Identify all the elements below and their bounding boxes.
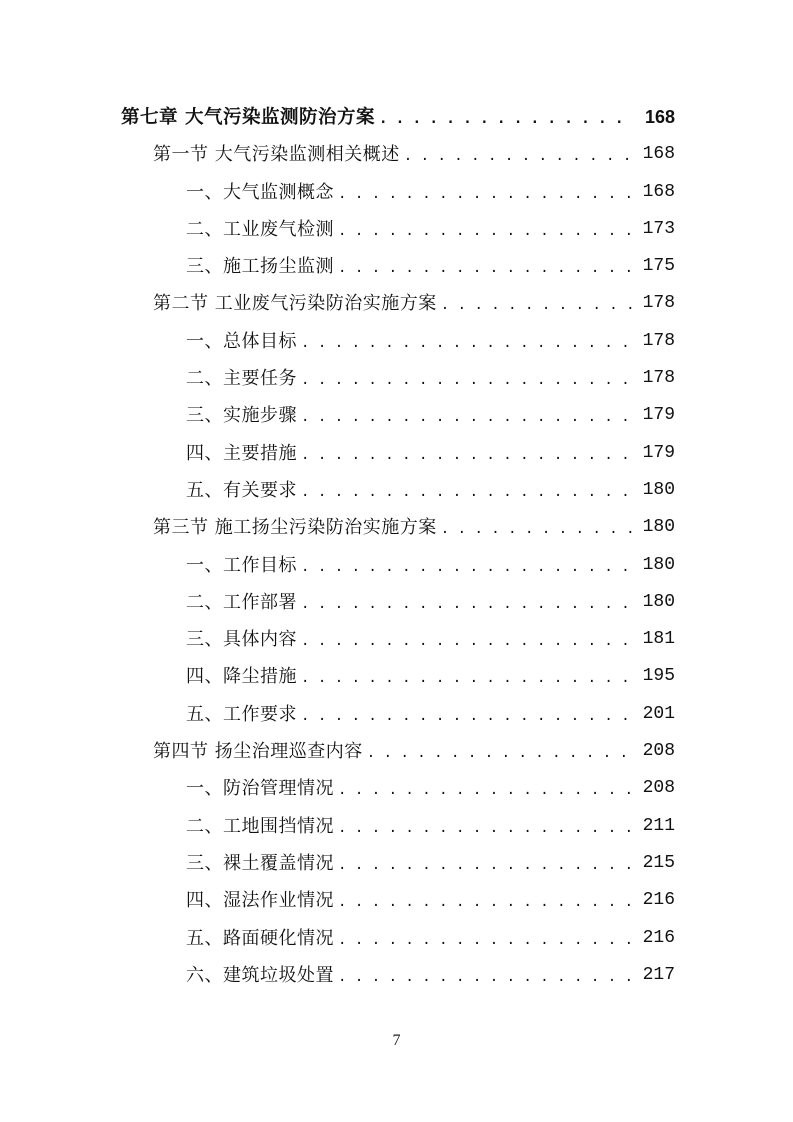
toc-dot-leader — [338, 250, 633, 287]
toc-dot-leader — [301, 437, 633, 474]
toc-entry-page: 168 — [642, 181, 675, 202]
toc-entry-title: 一、总体目标 — [186, 330, 297, 352]
toc-subsection-entry[interactable] — [0, 658, 793, 695]
toc-entry-page: 180 — [642, 554, 675, 575]
toc-entry-title: 第三节 施工扬尘污染防治实施方案 — [153, 517, 437, 539]
toc-section-entry[interactable] — [0, 733, 793, 770]
toc-entry-title: 一、防治管理情况 — [186, 778, 334, 800]
toc-subsection-entry[interactable] — [0, 174, 793, 211]
toc-subsection-entry[interactable] — [0, 696, 793, 733]
toc-dot-leader — [301, 325, 633, 362]
toc-dot-leader — [301, 549, 633, 586]
toc-entry-title: 四、主要措施 — [186, 442, 297, 464]
toc-entry-title: 三、施工扬尘监测 — [186, 256, 334, 278]
toc-dot-leader — [367, 735, 633, 772]
toc-entry-title: 第七章 大气污染监测防治方案 — [121, 107, 375, 128]
toc-dot-leader — [301, 586, 633, 623]
toc-entry-title: 四、湿法作业情况 — [186, 890, 334, 912]
toc-dot-leader — [338, 847, 633, 884]
toc-section-entry[interactable] — [0, 136, 793, 173]
toc-entry-title: 第二节 工业废气污染防治实施方案 — [153, 293, 437, 315]
toc-entry-title: 一、工作目标 — [186, 554, 297, 576]
toc-subsection-entry[interactable] — [0, 770, 793, 807]
toc-entry-page: 215 — [642, 852, 675, 873]
toc-dot-leader — [441, 511, 633, 548]
toc-dot-leader — [301, 660, 633, 697]
toc-subsection-entry[interactable] — [0, 360, 793, 397]
toc-entry-page: 180 — [642, 591, 675, 612]
toc-entry-page: 208 — [642, 778, 675, 799]
page-number: 7 — [392, 1032, 401, 1049]
toc-entry-page: 181 — [642, 629, 675, 650]
toc-entry-title: 五、路面硬化情况 — [186, 927, 334, 949]
toc-entry-title: 第一节 大气污染监测相关概述 — [153, 144, 400, 166]
toc-entry-title: 二、工作部署 — [186, 591, 297, 613]
toc-subsection-entry[interactable] — [0, 845, 793, 882]
toc-entry-page: 216 — [642, 890, 675, 911]
toc-subsection-entry[interactable] — [0, 808, 793, 845]
toc-entry-page: 173 — [642, 218, 675, 239]
toc-entry-title: 三、实施步骤 — [186, 405, 297, 427]
toc-subsection-entry[interactable] — [0, 920, 793, 957]
toc-subsection-entry[interactable] — [0, 472, 793, 509]
toc-dot-leader — [404, 138, 633, 175]
toc-entry-title: 二、工地围挡情况 — [186, 815, 334, 837]
toc-dot-leader — [301, 474, 633, 511]
toc-chapter-entry[interactable] — [0, 99, 793, 136]
toc-dot-leader — [338, 176, 633, 213]
toc-subsection-entry[interactable] — [0, 435, 793, 472]
toc-entry-page: 179 — [642, 442, 675, 463]
toc-entry-page: 175 — [642, 256, 675, 277]
toc-dot-leader — [338, 810, 633, 847]
toc-subsection-entry[interactable] — [0, 211, 793, 248]
toc-entry-page: 178 — [642, 293, 675, 314]
toc-subsection-entry[interactable] — [0, 397, 793, 434]
toc-dot-leader — [441, 287, 633, 324]
toc-dot-leader — [301, 399, 633, 436]
toc-section-entry[interactable] — [0, 285, 793, 322]
toc-entry-title: 二、工业废气检测 — [186, 218, 334, 240]
toc-entry-page: 201 — [642, 703, 675, 724]
toc-dot-leader — [338, 959, 633, 996]
toc-dot-leader — [379, 101, 633, 138]
toc-entry-page: 217 — [642, 964, 675, 985]
toc-subsection-entry[interactable] — [0, 248, 793, 285]
toc-entry-page: 168 — [644, 107, 675, 127]
toc-section-entry[interactable] — [0, 509, 793, 546]
toc-subsection-entry[interactable] — [0, 882, 793, 919]
toc-dot-leader — [301, 623, 633, 660]
toc-subsection-entry[interactable] — [0, 323, 793, 360]
toc-dot-leader — [338, 772, 633, 809]
toc-entry-page: 180 — [642, 517, 675, 538]
toc-entry-title: 三、具体内容 — [186, 629, 297, 651]
toc-entry-title: 六、建筑垃圾处置 — [186, 964, 334, 986]
toc-entry-page: 195 — [642, 666, 675, 687]
toc-subsection-entry[interactable] — [0, 584, 793, 621]
toc-entry-title: 一、大气监测概念 — [186, 181, 334, 203]
toc-dot-leader — [338, 884, 633, 921]
toc-entry-page: 180 — [642, 479, 675, 500]
toc-dot-leader — [301, 698, 633, 735]
toc-entry-page: 178 — [642, 330, 675, 351]
toc-entry-page: 208 — [642, 741, 675, 762]
toc-entry-page: 178 — [642, 368, 675, 389]
toc-dot-leader — [338, 213, 633, 250]
toc-subsection-entry[interactable] — [0, 621, 793, 658]
toc-entry-page: 168 — [642, 144, 675, 165]
toc-subsection-entry[interactable] — [0, 547, 793, 584]
toc-entry-title: 二、主要任务 — [186, 368, 297, 390]
toc-entry-title: 五、有关要求 — [186, 479, 297, 501]
toc-entry-title: 四、降尘措施 — [186, 666, 297, 688]
toc-entry-page: 216 — [642, 927, 675, 948]
toc-entry-page: 211 — [642, 815, 675, 836]
toc-entry-page: 179 — [642, 405, 675, 426]
toc-entry-title: 五、工作要求 — [186, 703, 297, 725]
toc-entry-title: 第四节 扬尘治理巡查内容 — [153, 741, 363, 763]
toc-subsection-entry[interactable] — [0, 957, 793, 994]
toc-dot-leader — [338, 922, 633, 959]
toc-entry-title: 三、裸土覆盖情况 — [186, 852, 334, 874]
toc-dot-leader — [301, 362, 633, 399]
table-of-contents — [0, 99, 793, 994]
